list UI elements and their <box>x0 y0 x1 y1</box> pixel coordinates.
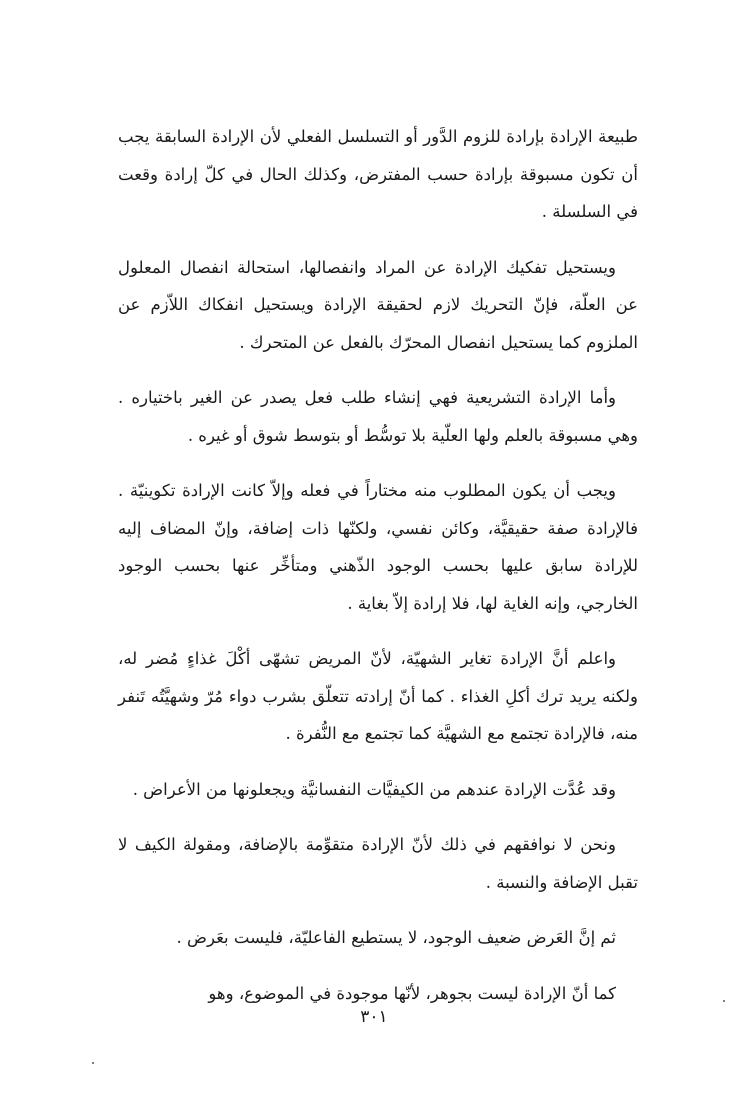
scan-speck <box>723 1000 725 1002</box>
paragraph-1: طبيعة الإرادة بإرادة للزوم الدَّور أو التسلسل الفعلي لأن الإرادة السابقة يجب أن تكون مسبوقة بإرادة حسب المفترض، وكذلك الحال في كلّ إرادة وقعت في السلسلة . <box>118 127 638 221</box>
paragraph-9: كما أنّ الإرادة ليست بجوهر، لأنّها موجودة في الموضوع، وهو <box>208 983 616 1003</box>
paragraph-7: ونحن لا نوافقهم في ذلك لأنّ الإرادة متقوِّمة بالإضافة، ومقولة الكيف لا تقبل الإضافة والنسبة . <box>118 835 638 892</box>
paragraph-5: واعلم أنَّ الإرادة تغاير الشهيّة، لأنّ المريض تشهّى أكْلَ غذاءٍ مُضر له، ولكنه يريد ترك أكلِ الغذاء . كما أنّ إرادته تتعلّق بشرب دواء مُرّ وشهيَّتُه تَنفر منه، فالإرادة تجتمع مع الشهيَّة كما تجتمع مع النُّفرة . <box>118 649 638 743</box>
paragraph-8: ثم إنَّ العَرض ضعيف الوجود، لا يستطيع الفاعليّة، فليست بعَرض . <box>176 928 616 947</box>
page-body <box>118 118 638 1030</box>
paragraph-6: وقد عُدَّت الإرادة عندهم من الكيفيَّات النفسانيَّة ويجعلونها من الأعراض . <box>132 779 616 799</box>
paragraph-3: وأما الإرادة التشريعية فهي إنشاء طلب فعل يصدر عن الغير باختياره . وهي مسبوقة بالعلم ولها العلّية بلا توسُّط أو بتوسط شوق أو غيره . <box>118 388 638 445</box>
paragraph-4: ويجب أن يكون المطلوب منه مختاراً في فعله وإلاّ كانت الإرادة تكوينيّة . فالإرادة صفة حقيقيَّة، وكائن نفسي، ولكنّها ذات إضافة، وإنّ المضاف إليه للإرادة سابق عليها بحسب الوجود الذّهني ومتأخِّر عنها بحسب الوجود الخارجي، وإنه الغاية لها، فلا إرادة إلاّ بغاية . <box>118 481 638 613</box>
page-number: ٣٠١ <box>360 1007 388 1027</box>
scan-speck <box>92 1062 94 1064</box>
paragraph-2: ويستحيل تفكيك الإرادة عن المراد وانفصالها، استحالة انفصال المعلول عن العلّة، فإنّ التحريك لازم لحقيقة الإرادة ويستحيل انفكاك اللاّزم عن الملزوم كما يستحيل انفصال المحرّك بالفعل عن المتحرك . <box>118 257 638 352</box>
